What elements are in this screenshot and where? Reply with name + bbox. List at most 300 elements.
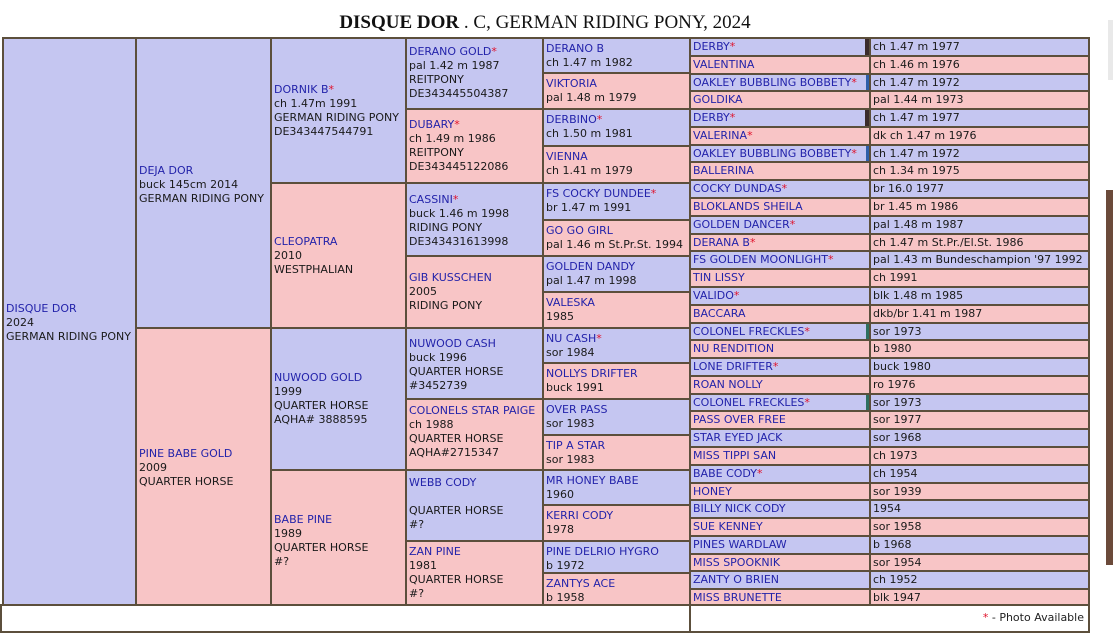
legend-star: * [982, 611, 989, 624]
title-horse-name: DISQUE DOR [339, 12, 460, 33]
ancestor-name: NU CASH [546, 332, 597, 345]
ancestor-info: 1985 [546, 310, 574, 323]
ancestor-name-link[interactable] [693, 218, 869, 232]
ancestor-cell [405, 37, 544, 110]
ancestor-l1: ch 1988 [409, 418, 454, 431]
ancestor-name: STAR EYED JACK [693, 431, 783, 444]
photo-star: * [772, 360, 779, 373]
ancestor-name: BILLY NICK CODY [693, 502, 786, 515]
photo-star: * [747, 129, 753, 142]
ancestor-name: FS GOLDEN MOONLIGHT [693, 253, 828, 266]
ancestor-cell [689, 215, 871, 235]
ancestor-info: pal 1.48 m 1979 [546, 91, 637, 104]
ancestor-info: b 1958 [546, 591, 585, 604]
ancestor-name-link[interactable] [693, 253, 869, 267]
ancestor-info: ch 1.50 m 1981 [546, 127, 633, 140]
grandparent-cell [270, 182, 407, 329]
ancestor-cell [542, 182, 691, 221]
ancestor-info: br 16.0 1977 [873, 182, 944, 195]
ancestor-info: ch 1.46 m 1976 [873, 58, 960, 71]
photo-star: * [454, 118, 460, 131]
ancestor-info: dk ch 1.47 m 1976 [873, 129, 977, 142]
ancestor-info: pal 1.46 m St.Pr.St. 1994 [546, 238, 684, 251]
ancestor-info: sor 1973 [873, 325, 922, 338]
ancestor-name-link[interactable] [693, 485, 869, 499]
ancestor-info: ch 1.34 m 1975 [873, 164, 960, 177]
subject-info: 2024 [6, 316, 34, 329]
ancestor-info: sor 1968 [873, 431, 922, 444]
ancestor-name: CASSINI [409, 193, 453, 206]
ancestor-cell [689, 55, 871, 75]
ancestor-cell [689, 517, 871, 537]
ancestor-cell [542, 572, 691, 606]
ancestor-name-link[interactable] [546, 577, 689, 591]
ancestor-cell [542, 504, 691, 542]
ancestor-l1: pal 1.42 m 1987 [409, 59, 500, 72]
grandparent-name: BABE PINE [274, 513, 333, 526]
ancestor-info-cell [869, 179, 1090, 199]
ancestor-info: sor 1954 [873, 556, 922, 569]
ancestor-info: sor 1983 [546, 417, 595, 430]
ancestor-name-link[interactable] [693, 111, 869, 125]
ancestor-l1: buck 1.46 m 1998 [409, 207, 510, 220]
ancestor-name: NOLLYS DRIFTER [546, 367, 638, 380]
ancestor-name-link[interactable] [693, 76, 869, 90]
ancestor-name: VALERINA [693, 129, 748, 142]
ancestor-info: blk 1.48 m 1985 [873, 289, 964, 302]
ancestor-info-cell [869, 375, 1090, 395]
ancestor-info: buck 1980 [873, 360, 931, 373]
ancestor-info-cell [869, 268, 1090, 288]
photo-star: * [328, 83, 335, 96]
ancestor-name: GIB KUSSCHEN [409, 271, 492, 284]
ancestor-name-link[interactable] [546, 332, 689, 346]
ancestor-name-link[interactable] [693, 129, 869, 143]
ancestor-l3: #3452739 [409, 379, 468, 392]
ancestor-name-link[interactable] [546, 260, 689, 274]
ancestor-info-cell [869, 55, 1090, 75]
ancestor-name: TIN LISSY [693, 271, 745, 284]
photo-star: * [749, 236, 756, 249]
ancestor-cell [689, 37, 871, 57]
dam-breed: QUARTER HORSE [139, 475, 234, 488]
ancestor-info: ch 1.47 m St.Pr./El.St. 1986 [873, 236, 1024, 249]
ancestor-name: FS COCKY DUNDEE [546, 187, 651, 200]
ancestor-name: ROAN NOLLY [693, 378, 763, 391]
ancestor-name-link[interactable] [693, 449, 869, 463]
ancestor-info-cell [869, 108, 1090, 128]
ancestor-l2: QUARTER HORSE [409, 365, 504, 378]
ancestor-l1: buck 1996 [409, 351, 467, 364]
ancestor-info-cell [869, 37, 1090, 57]
ancestor-name: DERANO B [546, 42, 605, 55]
ancestor-info: br 1.47 m 1991 [546, 201, 632, 214]
ancestor-info: ch 1952 [873, 573, 918, 586]
sire-info: buck 145cm 2014 [139, 178, 239, 191]
ancestor-l2: REITPONY [409, 146, 464, 159]
dam-name-link[interactable]: PINE BABE GOLD [139, 447, 233, 460]
ancestor-name-link[interactable] [693, 307, 869, 321]
ancestor-info: dkb/br 1.41 m 1987 [873, 307, 983, 320]
ancestor-cell [542, 469, 691, 506]
ancestor-info: pal 1.43 m Bundeschampion '97 1992 [873, 253, 1083, 266]
ancestor-name-link[interactable] [409, 45, 542, 59]
ancestor-name: COLONELS STAR PAIGE [409, 404, 536, 417]
ancestor-name-link[interactable] [409, 404, 542, 418]
ancestor-info: blk 1947 [873, 591, 921, 604]
ancestor-name-link[interactable] [693, 147, 869, 161]
ancestor-name: SUE KENNEY [693, 520, 763, 533]
ancestor-name: LONE DRIFTER [693, 360, 773, 373]
ancestor-info: ch 1991 [873, 271, 918, 284]
ancestor-name: PASS OVER FREE [693, 413, 786, 426]
ancestor-info-cell [869, 339, 1090, 359]
ancestor-cell [542, 255, 691, 293]
ancestor-l2: REITPONY [409, 73, 464, 86]
ancestor-info-cell [869, 126, 1090, 146]
grandparent-l1: ch 1.47m 1991 [274, 97, 358, 110]
grandparent-name-link[interactable] [274, 513, 405, 527]
ancestor-info-cell [869, 428, 1090, 448]
ancestor-info-cell [869, 357, 1090, 377]
footer-right [689, 604, 1090, 633]
photo-star: * [596, 113, 603, 126]
ancestor-name-link[interactable] [693, 200, 869, 214]
ancestor-cell [689, 268, 871, 288]
ancestor-l1: ch 1.49 m 1986 [409, 132, 496, 145]
footer-left [0, 604, 691, 633]
ancestor-info-cell [869, 499, 1090, 519]
ancestor-name-link[interactable] [546, 150, 689, 164]
ancestor-name-link[interactable] [693, 591, 869, 605]
ancestor-name-link[interactable] [546, 509, 689, 523]
ancestor-name-link[interactable] [409, 271, 542, 285]
ancestor-cell [542, 145, 691, 184]
grandparent-cell [270, 327, 407, 471]
ancestor-name: TIP A STAR [546, 439, 606, 452]
ancestor-cell [542, 108, 691, 147]
ancestor-info: ro 1976 [873, 378, 916, 391]
grandparent-name: CLEOPATRA [274, 235, 338, 248]
grandparent-name: NUWOOD GOLD [274, 371, 363, 384]
ancestor-l2: RIDING PONY [409, 221, 483, 234]
ancestor-info-cell [869, 517, 1090, 537]
ancestor-name-link[interactable] [693, 413, 869, 427]
ancestor-info: ch 1.47 m 1982 [546, 56, 633, 69]
ancestor-info: br 1.45 m 1986 [873, 200, 959, 213]
ancestor-name-link[interactable] [693, 396, 869, 410]
ancestor-info: 1960 [546, 488, 574, 501]
photo-star: * [596, 332, 602, 345]
ancestor-info: pal 1.47 m 1998 [546, 274, 637, 287]
ancestor-cell [689, 250, 871, 270]
subject-cell [2, 37, 137, 606]
ancestor-cell [542, 434, 691, 471]
ancestor-info: b 1980 [873, 342, 912, 355]
title-details: . C, GERMAN RIDING PONY, 2024 [459, 12, 751, 33]
ancestor-l2: QUARTER HORSE [409, 504, 504, 517]
ancestor-name-link[interactable] [693, 538, 869, 552]
ancestor-l3: DE343445504387 [409, 87, 509, 100]
ancestor-cell [689, 286, 871, 306]
ancestor-cell [405, 469, 544, 542]
ancestor-info-cell [869, 535, 1090, 555]
ancestor-name-link[interactable] [693, 236, 869, 250]
grandparent-l2: GERMAN RIDING PONY [274, 111, 399, 124]
ancestor-cell [689, 375, 871, 395]
ancestor-name-link[interactable] [693, 289, 869, 303]
ancestor-l2: RIDING PONY [409, 299, 483, 312]
ancestor-name: VIENNA [546, 150, 588, 163]
ancestor-name-link[interactable] [693, 431, 869, 445]
ancestor-cell [405, 398, 544, 471]
ancestor-name-link[interactable] [546, 42, 689, 56]
ancestor-cell [405, 182, 544, 257]
ancestor-info: buck 1991 [546, 381, 604, 394]
ancestor-name-link[interactable] [546, 545, 689, 559]
ancestor-name: MISS TIPPI SAN [693, 449, 777, 462]
ancestor-name: BABE CODY [693, 467, 757, 480]
ancestor-name: BACCARA [693, 307, 746, 320]
ancestor-info-cell [869, 250, 1090, 270]
ancestor-l2: QUARTER HORSE [409, 432, 504, 445]
photo-star: * [733, 289, 740, 302]
ancestor-name: DERANO GOLD [409, 45, 492, 58]
ancestor-name-link[interactable] [693, 520, 869, 534]
ancestor-name: GOLDEN DANCER [693, 218, 790, 231]
ancestor-cell [689, 339, 871, 359]
ancestor-info-cell [869, 570, 1090, 590]
ancestor-name: VIKTORIA [546, 77, 597, 90]
ancestor-name-link[interactable] [546, 439, 689, 453]
ancestor-l3: #? [409, 587, 425, 600]
grandparent-l3: #? [274, 555, 290, 568]
ancestor-info: pal 1.48 m 1987 [873, 218, 964, 231]
ancestor-info: ch 1.41 m 1979 [546, 164, 633, 177]
ancestor-name-link[interactable] [546, 474, 689, 488]
ancestor-name: WEBB CODY [409, 476, 477, 489]
ancestor-info-cell [869, 215, 1090, 235]
ancestor-info: 1954 [873, 502, 901, 515]
ancestor-name-link[interactable] [693, 93, 869, 107]
ancestor-cell [542, 398, 691, 436]
ancestor-name-link[interactable] [693, 182, 869, 196]
ancestor-cell [689, 90, 871, 110]
grandparent-l1: 1989 [274, 527, 302, 540]
ancestor-info: sor 1983 [546, 453, 595, 466]
ancestor-cell [689, 499, 871, 519]
ancestor-name-link[interactable] [546, 113, 689, 127]
ancestor-name: VALIDO [693, 289, 734, 302]
ancestor-info: ch 1973 [873, 449, 918, 462]
ancestor-name: DERBINO [546, 113, 597, 126]
ancestor-name-link[interactable] [409, 476, 542, 490]
ancestor-cell [405, 327, 544, 400]
photo-star: * [729, 40, 736, 53]
ancestor-name: DERBY [693, 111, 730, 124]
ancestor-name-link[interactable] [693, 556, 869, 570]
ancestor-name: NU RENDITION [693, 342, 775, 355]
ancestor-name-link[interactable] [693, 164, 869, 178]
ancestor-cell [542, 291, 691, 329]
ancestor-name: KERRI CODY [546, 509, 614, 522]
ancestor-info: b 1968 [873, 538, 912, 551]
ancestor-name: OAKLEY BUBBLING BOBBETY [693, 147, 852, 160]
ancestor-cell [689, 161, 871, 181]
ancestor-name: GOLDIKA [693, 93, 743, 106]
ancestor-name: HONEY [693, 485, 732, 498]
ancestor-cell [689, 428, 871, 448]
ancestor-name: PINES WARDLAW [693, 538, 787, 551]
ancestor-name-link[interactable] [693, 342, 869, 356]
ancestor-cell [689, 126, 871, 146]
ancestor-name-link[interactable] [409, 193, 542, 207]
ancestor-l1: 2005 [409, 285, 437, 298]
ancestor-info-cell [869, 90, 1090, 110]
ancestor-info: ch 1.47 m 1972 [873, 76, 960, 89]
ancestor-name-link[interactable] [693, 40, 869, 54]
ancestor-info: ch 1954 [873, 467, 918, 480]
grandparent-cell [270, 469, 407, 606]
ancestor-l3: #? [409, 518, 425, 531]
ancestor-info-cell [869, 197, 1090, 217]
ancestor-cell [689, 446, 871, 466]
ancestor-name: DERBY [693, 40, 730, 53]
ancestor-cell [405, 540, 544, 606]
ancestor-name: GOLDEN DANDY [546, 260, 636, 273]
grandparent-l3: AQHA# 3888595 [274, 413, 368, 426]
ancestor-blank [409, 490, 542, 504]
ancestor-name: BALLERINA [693, 164, 754, 177]
ancestor-info: sor 1977 [873, 413, 922, 426]
photo-star: * [804, 325, 810, 338]
ancestor-cell [542, 362, 691, 400]
ancestor-name-link[interactable] [693, 502, 869, 516]
ancestor-name: VALESKA [546, 296, 595, 309]
ancestor-name: PINE DELRIO HYGRO [546, 545, 659, 558]
photo-star: * [781, 182, 788, 195]
ancestor-info: sor 1973 [873, 396, 922, 409]
ancestor-cell [542, 37, 691, 74]
ancestor-name: NUWOOD CASH [409, 337, 496, 350]
ancestor-cell [542, 219, 691, 257]
dam-cell [135, 327, 272, 606]
grandparent-l2: WESTPHALIAN [274, 263, 354, 276]
photo-star: * [828, 253, 834, 266]
photo-star: * [491, 45, 497, 58]
ancestor-info: b 1972 [546, 559, 585, 572]
ancestor-name-link[interactable] [546, 296, 689, 310]
ancestor-l3: DE343445122086 [409, 160, 509, 173]
ancestor-name-link[interactable] [693, 58, 869, 72]
ancestor-name-link[interactable] [546, 77, 689, 91]
ancestor-name: DUBARY [409, 118, 455, 131]
photo-star: * [851, 147, 857, 160]
grandparent-l1: 2010 [274, 249, 302, 262]
ancestor-name: OVER PASS [546, 403, 608, 416]
ancestor-name: MR HONEY BABE [546, 474, 639, 487]
ancestor-info-cell [869, 464, 1090, 484]
ancestor-cell [542, 72, 691, 110]
ancestor-cell [405, 255, 544, 329]
grandparent-name-link[interactable] [274, 371, 405, 385]
ancestor-cell [689, 197, 871, 217]
ancestor-cell [542, 540, 691, 574]
ancestor-info: ch 1.47 m 1977 [873, 40, 960, 53]
ancestor-name-link[interactable] [693, 467, 869, 481]
grandparent-l2: QUARTER HORSE [274, 541, 369, 554]
ancestor-name-link[interactable] [409, 337, 542, 351]
ancestor-l3: AQHA#2715347 [409, 446, 499, 459]
ancestor-name: OAKLEY BUBBLING BOBBETY [693, 76, 852, 89]
grandparent-l2: QUARTER HORSE [274, 399, 369, 412]
subject-name-link[interactable]: DISQUE DOR [6, 302, 77, 315]
ancestor-name-link[interactable] [409, 118, 542, 132]
ancestor-cell [689, 108, 871, 128]
window-edge-light [1108, 20, 1113, 80]
sire-breed: GERMAN RIDING PONY [139, 192, 264, 205]
ancestor-l1: 1981 [409, 559, 437, 572]
ancestor-info-cell [869, 446, 1090, 466]
ancestor-name: MISS SPOOKNIK [693, 556, 781, 569]
ancestor-cell [689, 357, 871, 377]
ancestor-name-link[interactable] [546, 187, 689, 201]
ancestor-info: 1978 [546, 523, 574, 536]
ancestor-name: ZANTYS ACE [546, 577, 616, 590]
ancestor-name-link[interactable] [693, 378, 869, 392]
photo-star: * [789, 218, 796, 231]
grandparent-name-link[interactable] [274, 83, 405, 97]
ancestor-name-link[interactable] [693, 325, 869, 339]
ancestor-info: ch 1.47 m 1972 [873, 147, 960, 160]
ancestor-name-link[interactable] [693, 573, 869, 587]
photo-legend [983, 611, 1084, 624]
sire-cell [135, 37, 272, 329]
photo-star: * [851, 76, 857, 89]
grandparent-name: DORNIK B [274, 83, 329, 96]
ancestor-cell [689, 535, 871, 555]
ancestor-name-link[interactable] [546, 367, 689, 381]
ancestor-name-link[interactable] [546, 403, 689, 417]
ancestor-info-cell [869, 161, 1090, 181]
ancestor-cell [689, 179, 871, 199]
ancestor-name-link[interactable] [546, 224, 689, 238]
ancestor-name: VALENTINA [693, 58, 755, 71]
ancestor-name-link[interactable] [409, 545, 542, 559]
ancestor-name-link[interactable] [693, 360, 869, 374]
ancestor-info-cell [869, 286, 1090, 306]
ancestor-info-cell [869, 410, 1090, 430]
sire-name-link[interactable]: DEJA DOR [139, 164, 194, 177]
ancestor-info-cell [869, 304, 1090, 324]
ancestor-info: ch 1.47 m 1977 [873, 111, 960, 124]
ancestor-info: pal 1.44 m 1973 [873, 93, 964, 106]
photo-star: * [757, 467, 763, 480]
photo-star: * [650, 187, 657, 200]
legend-text: - Photo Available [988, 611, 1084, 624]
ancestor-name: MISS BRUNETTE [693, 591, 782, 604]
ancestor-name-link[interactable] [693, 271, 869, 285]
ancestor-l3: DE343431613998 [409, 235, 509, 248]
ancestor-name: ZANTY O BRIEN [693, 573, 779, 586]
photo-star: * [804, 396, 810, 409]
grandparent-name-link[interactable] [274, 235, 405, 249]
window-edge-image [1106, 190, 1113, 565]
ancestor-cell [689, 570, 871, 590]
grandparent-l3: DE343447544791 [274, 125, 374, 138]
grandparent-cell [270, 37, 407, 184]
ancestor-cell [542, 327, 691, 364]
